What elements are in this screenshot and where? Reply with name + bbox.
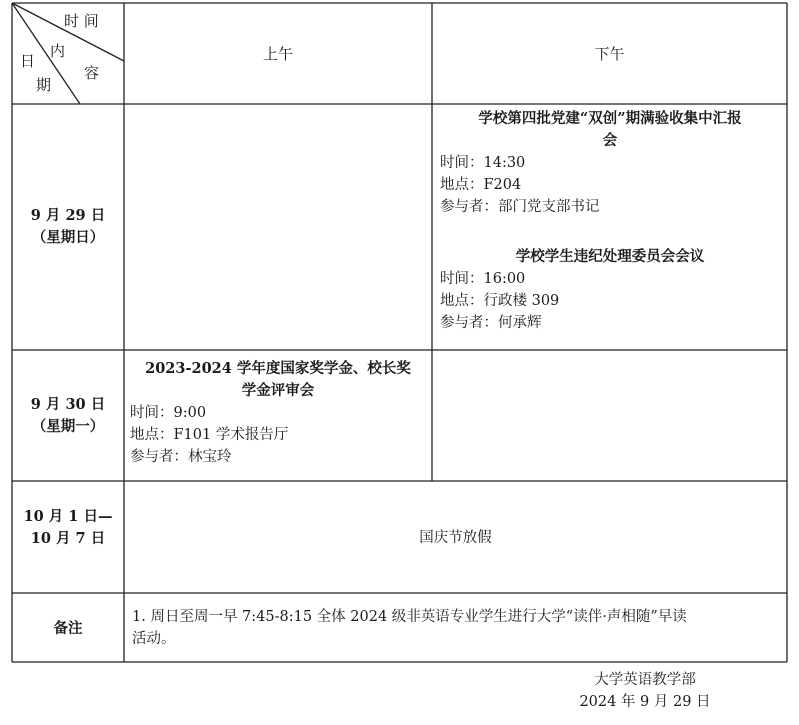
event-time: 时间：16:00 [440,271,526,287]
event-title [130,358,426,402]
event-title: 学校学生违纪处理委员会会议 [515,248,705,265]
event-place: 地点：行政楼 309 [440,293,560,309]
remarks-label: 备注 [53,620,83,637]
event-title-line-1: 2023-2024 学年度国家奖学金、校长奖 [145,360,411,377]
footer-signature [560,669,730,713]
event-attendees: 参与者：何承辉 [440,315,542,331]
row-date-sep-29 [14,205,122,249]
footer-date: 2024 年 9 月 29 日 [579,694,711,710]
date-line-2: （星期一） [31,418,105,435]
date-line-1: 9 月 30 日 [30,396,106,413]
column-header-morning: 上午 [262,45,293,63]
event-attendees: 参与者：林宝玲 [130,449,232,465]
event-discipline-committee [440,246,780,334]
event-attendees: 参与者：部门党支部书记 [440,199,600,215]
remarks-line-1: 1. 周日至周一早 7:45-8:15 全体 2024 级非英语专业学生进行大学“读伴·声相随”早读 [132,609,687,625]
footer-department: 大学英语教学部 [594,672,696,688]
row-date-sep-30 [14,394,122,438]
event-time: 时间：9:00 [130,405,207,421]
diagonal-header-date-1: 日 [20,52,36,70]
row-date-oct-1-7 [14,506,122,550]
date-line-1: 9 月 29 日 [30,207,106,224]
date-line-1: 10 月 1 日— [23,508,113,525]
event-title-line-2: 会 [602,132,618,149]
date-line-2: 10 月 7 日 [30,530,106,547]
diagonal-header-content-2: 容 [84,64,100,82]
event-time: 时间：14:30 [440,155,526,171]
event-title-line-1: 学校第四批党建“双创”期满验收集中汇报 [478,110,742,127]
diagonal-header-time: 时 间 [64,12,99,30]
remarks-line-2: 活动。 [132,631,176,647]
event-place: 地点：F204 [440,177,522,193]
diagonal-header-content-1: 内 [50,42,66,60]
event-party-building-report [440,108,780,218]
event-scholarship-review [130,358,426,468]
remarks-content [132,606,782,650]
event-place: 地点：F101 学术报告厅 [130,427,289,443]
diagonal-header-date-2: 期 [36,76,52,94]
column-header-afternoon: 下午 [594,45,625,63]
event-title-line-2: 学金评审会 [241,382,315,399]
national-day-holiday: 国庆节放假 [419,530,492,546]
event-title [440,108,780,152]
date-line-2: （星期日） [31,229,105,246]
